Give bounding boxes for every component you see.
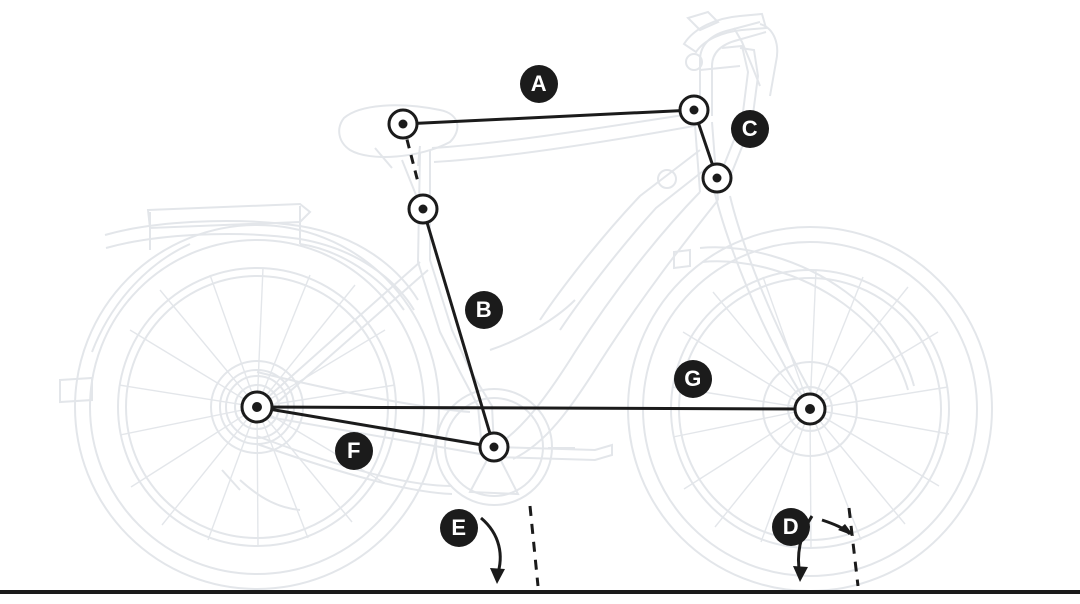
measurement-badge-f-label: F [347, 438, 361, 463]
measurement-badge-g[interactable] [674, 360, 712, 398]
measurement-badge-a[interactable] [520, 65, 558, 103]
node-bottom-bracket [480, 433, 508, 461]
measurement-badge-a-label: A [530, 71, 548, 96]
measurement-line-a [403, 110, 694, 124]
measurement-badge-d-label: D [782, 514, 800, 539]
node-seat-tube-mid [409, 195, 437, 223]
measurement-arc-e [481, 518, 500, 576]
measurement-badge-e-label: E [451, 515, 467, 540]
node-head-tube-top [680, 96, 708, 124]
node-rear-hub [242, 392, 272, 422]
node-saddle-top [389, 110, 417, 138]
arrowhead-d [793, 566, 808, 582]
fork-angle-dashed-guide [849, 508, 858, 586]
node-head-tube-bottom [703, 164, 731, 192]
arrowhead-e [490, 568, 505, 584]
measurement-badge-b[interactable] [465, 291, 503, 329]
measurement-badge-g-label: G [684, 366, 702, 391]
measurement-badge-b-label: B [475, 297, 493, 322]
measurement-line-g [257, 407, 810, 409]
seat-angle-dashed-guide [530, 506, 538, 586]
measurement-badge-c-label: C [741, 116, 759, 141]
measurement-badge-e[interactable] [440, 509, 478, 547]
node-front-hub [795, 394, 825, 424]
measurement-line-f [257, 407, 494, 447]
measurement-badge-c[interactable] [731, 110, 769, 148]
measurement-badge-d[interactable] [772, 508, 810, 546]
measurement-badge-f[interactable] [335, 432, 373, 470]
